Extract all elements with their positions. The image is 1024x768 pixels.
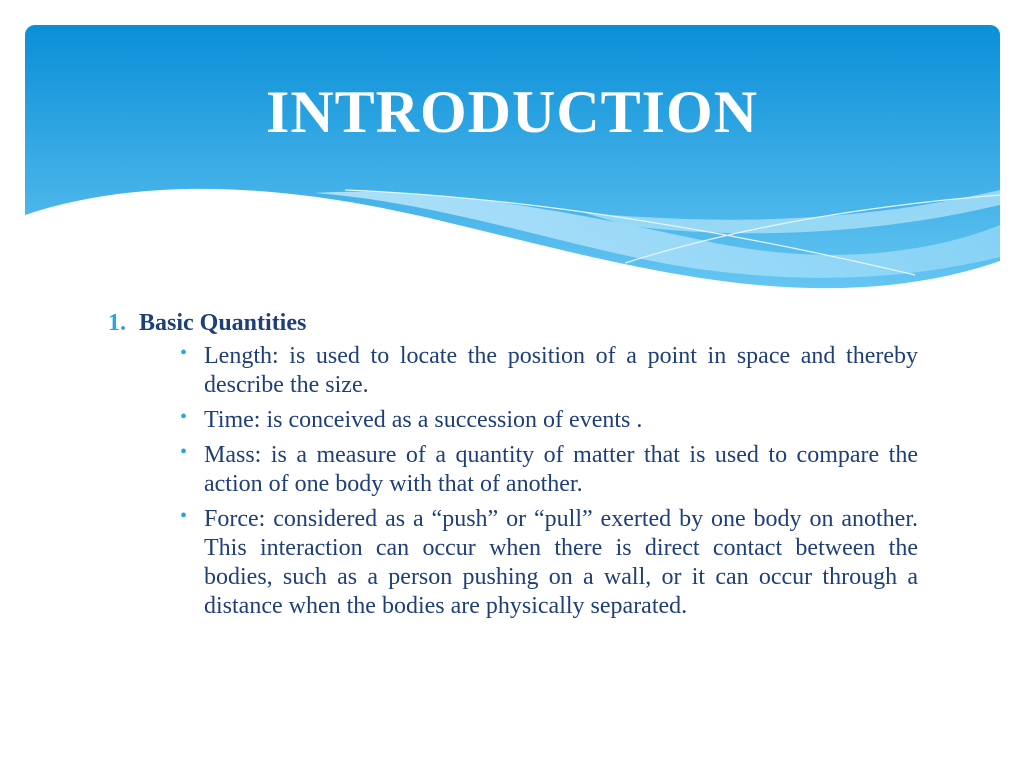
bullet-dot-icon: • bbox=[180, 406, 188, 428]
header-wave-banner bbox=[25, 25, 1000, 290]
bullet-text: Force: considered as a “push” or “pull” exerted by one body on another. This interaction can occur when there is direct contact between the bodies, such as a person pushing on a wall, or it can occur through a distance when the bodies are physically separated. bbox=[204, 506, 918, 619]
bullet-dot-icon: • bbox=[180, 505, 188, 527]
slide-title: INTRODUCTION bbox=[265, 79, 759, 145]
wave-graphic bbox=[25, 25, 1000, 290]
section-number: 1. bbox=[108, 310, 126, 336]
bullet-item bbox=[180, 505, 918, 621]
bullet-item bbox=[180, 342, 918, 400]
section-title: Basic Quantities bbox=[139, 310, 307, 336]
slide-content bbox=[108, 308, 918, 627]
bullet-dot-icon: • bbox=[180, 342, 188, 364]
bullet-text: Length: is used to locate the position of a point in space and thereby describe the size. bbox=[204, 343, 918, 398]
section-heading bbox=[108, 308, 918, 338]
bullet-text: Mass: is a measure of a quantity of matter that is used to compare the action of one body with that of another. bbox=[204, 442, 918, 497]
bullet-item bbox=[180, 441, 918, 499]
bullet-text: Time: is conceived as a succession of events . bbox=[204, 407, 643, 433]
bullet-item bbox=[180, 406, 918, 435]
bullet-dot-icon: • bbox=[180, 441, 188, 463]
bullet-list bbox=[108, 342, 918, 621]
